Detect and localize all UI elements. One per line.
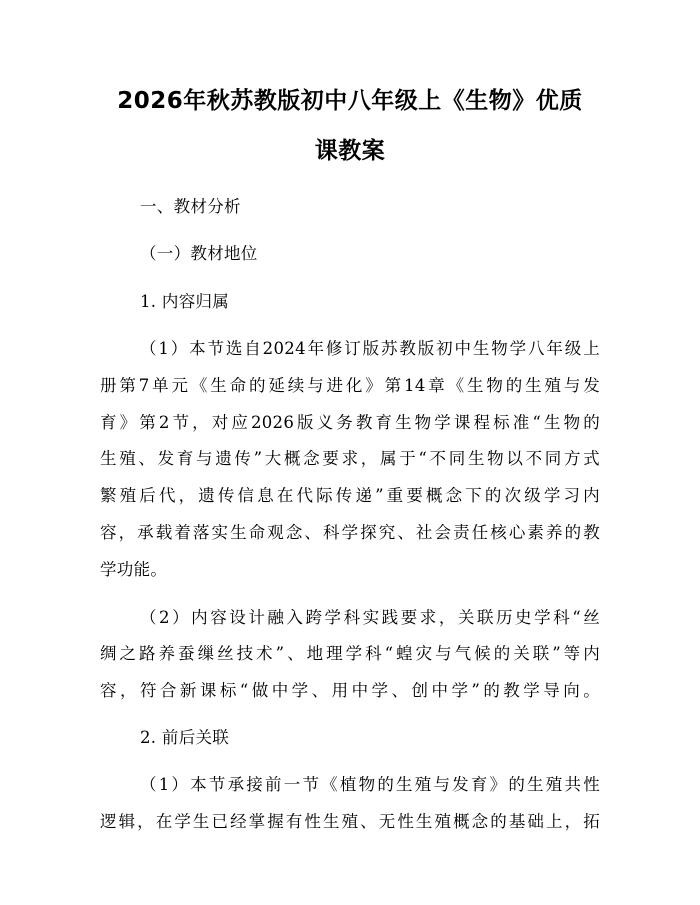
paragraph-line: 繁殖后代，遗传信息在代际传递”重要概念下的次级学习内 (100, 486, 600, 505)
paragraph-line: 容，承载着落实生命观念、科学探究、社会责任核心素养的教 (100, 523, 600, 542)
paragraph-line: 册第7单元《生命的延续与进化》第14章《生物的生殖与发 (100, 376, 600, 395)
paragraph-line: 育》第2节，对应2026版义务教育生物学课程标准“生物的 (100, 413, 600, 432)
section-heading: 一、教材分析 (140, 197, 241, 216)
item-heading: 1. 内容归属 (140, 292, 230, 311)
document-title-line-2: 课教案 (314, 138, 386, 164)
paragraph-line: 容，符合新课标“做中学、用中学、创中学”的教学导向。 (100, 681, 600, 700)
paragraph-line: （2）内容设计融入跨学科实践要求，关联历史学科“丝 (140, 608, 600, 627)
document-title-line-1: 2026年秋苏教版初中八年级上《生物》优质 (117, 88, 583, 114)
paragraph-line: （1）本节承接前一节《植物的生殖与发育》的生殖共性 (140, 775, 600, 794)
paragraph-line: （1）本节选自2024年修订版苏教版初中生物学八年级上 (140, 339, 600, 358)
paragraph-line: 学功能。 (100, 560, 168, 579)
subsection-heading: （一）教材地位 (140, 244, 258, 263)
paragraph-line: 绸之路养蚕缫丝技术”、地理学科“蝗灾与气候的关联”等内 (100, 644, 600, 663)
paragraph-line: 生殖、发育与遗传”大概念要求，属于“不同生物以不同方式 (100, 449, 600, 468)
item-heading: 2. 前后关联 (140, 728, 230, 747)
paragraph-line: 逻辑，在学生已经掌握有性生殖、无性生殖概念的基础上，拓 (100, 812, 600, 831)
